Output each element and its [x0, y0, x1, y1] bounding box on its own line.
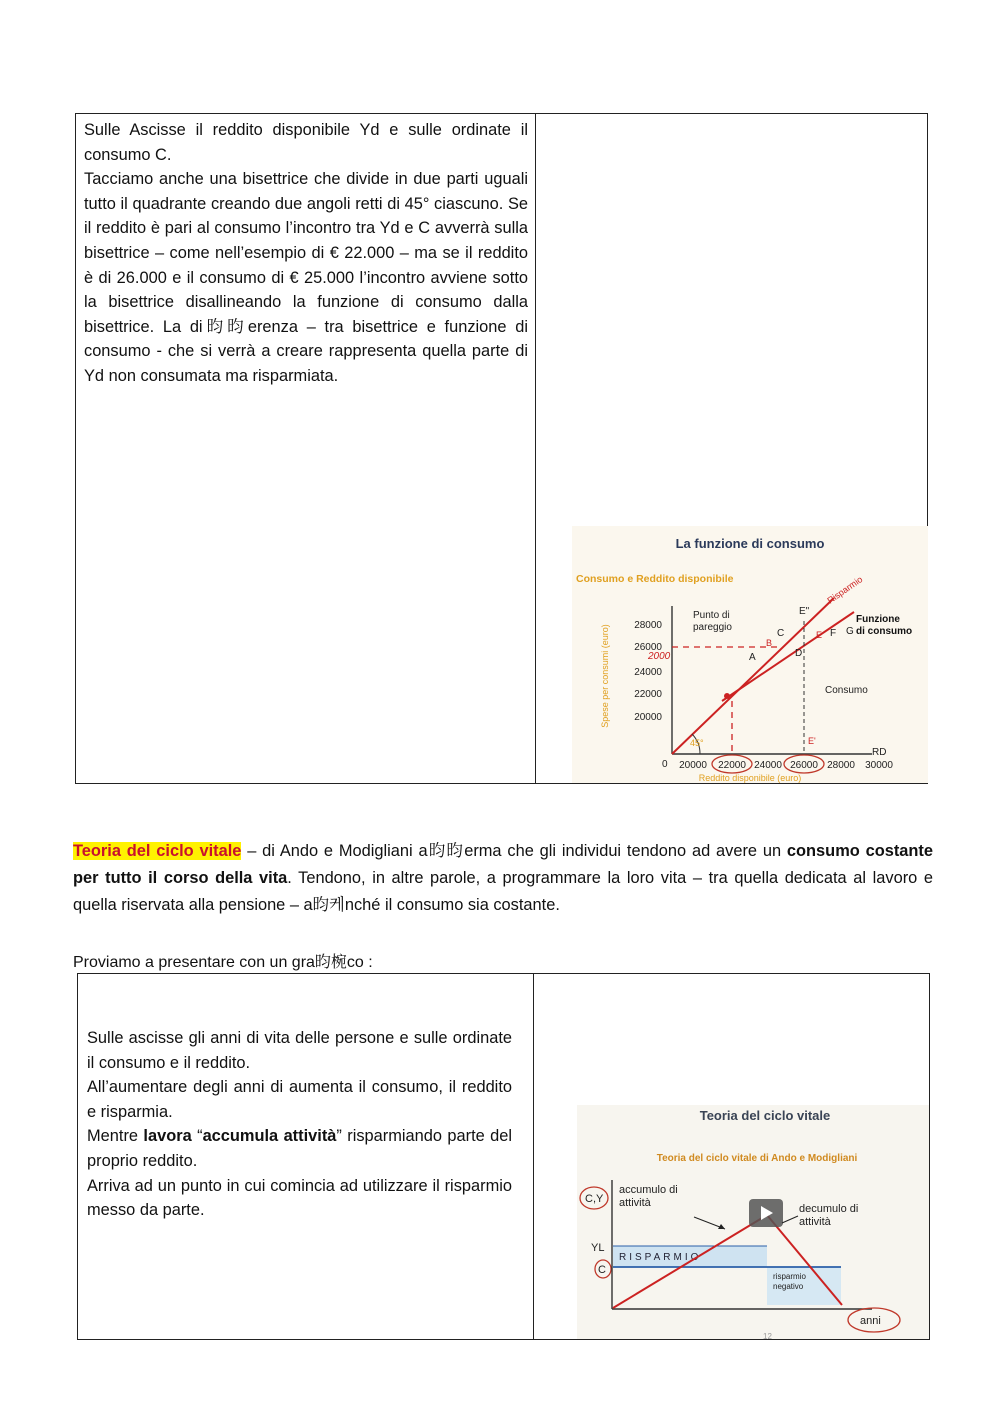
- arrow-line: [782, 1216, 798, 1223]
- accumulo-label: accumulo di attività: [619, 1184, 678, 1209]
- x-tick: 22000: [718, 760, 746, 771]
- point-label: D: [795, 648, 803, 659]
- text-run: – di Ando e Modigliani a昀昀erma che gli individui tendono ad avere un: [241, 842, 787, 860]
- life-cycle-paragraph: [73, 838, 933, 919]
- point-marker: [724, 693, 730, 699]
- handwritten-note: 2000: [648, 651, 671, 662]
- rd-label: RD: [872, 747, 887, 758]
- figure-subtitle: Consumo e Reddito disponibile: [576, 573, 734, 585]
- text-line: Tacciamo anche una bisettrice che divide in due parti uguali tutto il quadrante creando due angoli retti di 45° ciascuno. Se il reddito è pari al consumo l’incontro tra Yd e C avverrà sulla bisettrice – come nell’esempio di € 22.000 – ma se il reddito è di 26.000 e il consumo di € 25.000 l’incontro avviene sotto la bisettrice disallineando la funzione di consumo dalla bisettrice. La di昀昀erenza – tra bisettrice e funzione di consumo - che si verrà a creare rappresenta quella parte di Yd non consumata ma risparmiata.: [84, 170, 528, 385]
- y-tick: 28000: [634, 620, 662, 631]
- text-line: All’aumentare degli anni di aumenta il consumo, il reddito e risparmia.: [87, 1078, 512, 1121]
- figure-title: Teoria del ciclo vitale: [699, 1108, 831, 1123]
- consumption-function-figure: [572, 526, 928, 783]
- text-line: Sulle ascisse gli anni di vita delle persone e sulle ordinate il consumo e il reddito.: [87, 1029, 512, 1072]
- table-divider: [535, 114, 536, 783]
- x-tick: 28000: [827, 760, 855, 771]
- y-axis-label: C,Y: [585, 1193, 604, 1205]
- table-divider: [533, 974, 534, 1339]
- text-run: “: [191, 1127, 203, 1146]
- bold-text: accumula attività: [202, 1127, 337, 1146]
- text-line: [87, 1124, 512, 1173]
- x-tick: 24000: [754, 760, 782, 771]
- point-label: E": [799, 606, 810, 617]
- x-axis-label: Reddito disponibile (euro): [698, 773, 802, 783]
- angle-label: 45°: [690, 738, 704, 748]
- x-tick: 20000: [679, 760, 707, 771]
- bold-text: lavora: [143, 1127, 192, 1146]
- text-run: Mentre: [87, 1127, 144, 1146]
- risparmio-label: RISPARMIO: [619, 1252, 702, 1263]
- intro-line: Proviamo a presentare con un gra昀椀co :: [73, 954, 373, 971]
- x-tick: 0: [662, 759, 668, 770]
- highlighted-term: Teoria del ciclo vitale: [73, 842, 242, 860]
- table2-text-cell: [87, 1026, 512, 1223]
- y-tick: 26000: [634, 642, 662, 653]
- bold-text: consumo costante per tutto il corso della vita: [73, 842, 934, 887]
- x-tick: 26000: [790, 760, 818, 771]
- point-label: F: [830, 628, 837, 639]
- yl-label: YL: [591, 1242, 605, 1254]
- page-number: 12: [763, 1332, 772, 1339]
- point-label: C: [777, 628, 785, 639]
- point-label: B: [766, 638, 773, 648]
- life-cycle-svg: [577, 1105, 929, 1339]
- text-run: ” risparmiando parte del proprio reddito.: [87, 1127, 513, 1170]
- x-tick: 30000: [865, 760, 893, 771]
- decumulo-label: decumulo di attività: [799, 1203, 859, 1228]
- text-line: Arriva ad un punto in cui comincia ad utilizzare il risparmio messo da parte.: [87, 1176, 512, 1220]
- label-risparmio: Risparmio: [825, 574, 865, 606]
- y-tick: 22000: [634, 689, 662, 700]
- label-consumo: Consumo: [825, 685, 868, 696]
- y-tick: 20000: [634, 712, 662, 723]
- point-label: A: [749, 652, 756, 663]
- figure-subtitle: Teoria del ciclo vitale di Ando e Modigliani: [656, 1153, 858, 1164]
- table1-text-cell: [84, 118, 528, 389]
- figure-title: La funzione di consumo: [675, 536, 825, 551]
- negative-savings-label: risparmio negativo: [773, 1272, 806, 1291]
- text-line: Sulle Ascisse il reddito disponibile Yd e sulle ordinate il consumo C.: [84, 121, 528, 164]
- y-tick: 24000: [634, 667, 662, 678]
- point-label: E: [816, 630, 823, 640]
- label-funzione: Funzione di consumo: [856, 614, 913, 637]
- y-axis-label: Spese per consumi (euro): [600, 624, 610, 728]
- text-run: . Tendono, in altre parole, a programmare la loro vita – tra quella dedicata al lavoro e quella riservata alla pensione – a昀케nché il consumo sia costante.: [73, 869, 933, 914]
- c-label: C: [598, 1264, 606, 1276]
- x-axis-label: anni: [860, 1315, 881, 1327]
- point-label: G: [846, 626, 854, 637]
- life-cycle-figure: [577, 1105, 929, 1339]
- consumption-function-svg: [572, 526, 928, 783]
- label-pareggio: Punto di pareggio: [693, 610, 732, 633]
- point-label: E': [808, 736, 816, 746]
